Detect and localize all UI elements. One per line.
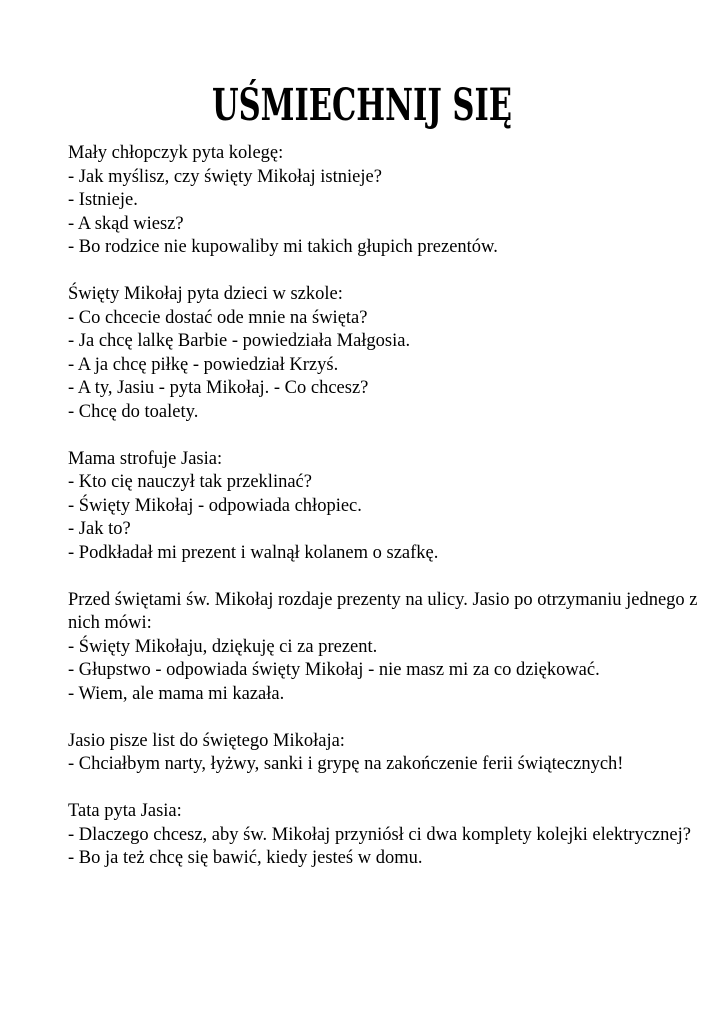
text-line: - A ja chcę piłkę - powiedział Krzyś. (68, 354, 339, 375)
text-line: - Bo ja też chcę się bawić, kiedy jesteś w domu. (68, 848, 423, 868)
text-line: - Głupstwo - odpowiada święty Mikołaj - nie masz mi za co dziękować. (68, 660, 600, 680)
page-title-text: UŚMIECHNIJ SIĘ (212, 80, 645, 131)
text-line: - Jak myślisz, czy święty Mikołaj istnieje? (68, 166, 382, 187)
text-line: - Chcę do toalety. (68, 401, 199, 422)
text-line: - Jak to? (68, 519, 131, 539)
text-line: - Co chcecie dostać ode mnie na święta? (68, 307, 368, 328)
text-line: - Święty Mikołaj - odpowiada chłopiec. (68, 495, 362, 516)
joke-1 (68, 142, 698, 260)
page-title (0, 68, 724, 138)
text-line: Mały chłopczyk pyta kolegę: (68, 143, 284, 163)
text-line: - Chciałbym narty, łyżwy, sanki i grypę na zakończenie ferii świątecznych! (68, 754, 624, 774)
text-line: Jasio pisze list do świętego Mikołaja: (68, 730, 345, 751)
joke-4 (68, 589, 698, 707)
text-line: Mama strofuje Jasia: (68, 448, 223, 469)
text-line: - Istnieje. (68, 190, 138, 210)
text-line: - Bo rodzice nie kupowaliby mi takich głupich prezentów. (68, 237, 498, 257)
wordart-title (0, 68, 724, 138)
text-line: - Wiem, ale mama mi kazała. (68, 683, 285, 704)
text-line: Święty Mikołaj pyta dzieci w szkole: (68, 284, 343, 304)
text-line: - Podkładał mi prezent i walnął kolanem o szafkę. (68, 542, 439, 563)
text-line: - A skąd wiesz? (68, 213, 184, 234)
joke-2 (68, 283, 698, 424)
text-line: - Ja chcę lalkę Barbie - powiedziała Małgosia. (68, 331, 411, 351)
joke-5 (68, 730, 698, 777)
text-line: - Dlaczego chcesz, aby św. Mikołaj przyniósł ci dwa komplety kolejki elektrycznej? (68, 824, 691, 845)
text-line: Przed świętami św. Mikołaj rozdaje prezenty na ulicy. Jasio po otrzymaniu jednego z nich mówi: (68, 589, 698, 633)
text-line: - Kto cię nauczył tak przeklinać? (68, 472, 312, 492)
text-line: Tata pyta Jasia: (68, 801, 182, 821)
joke-6 (68, 800, 698, 871)
joke-3 (68, 448, 698, 566)
text-line: - A ty, Jasiu - pyta Mikołaj. - Co chcesz? (68, 378, 369, 398)
text-line: - Święty Mikołaju, dziękuję ci za prezent. (68, 636, 378, 657)
document-body (68, 142, 698, 871)
